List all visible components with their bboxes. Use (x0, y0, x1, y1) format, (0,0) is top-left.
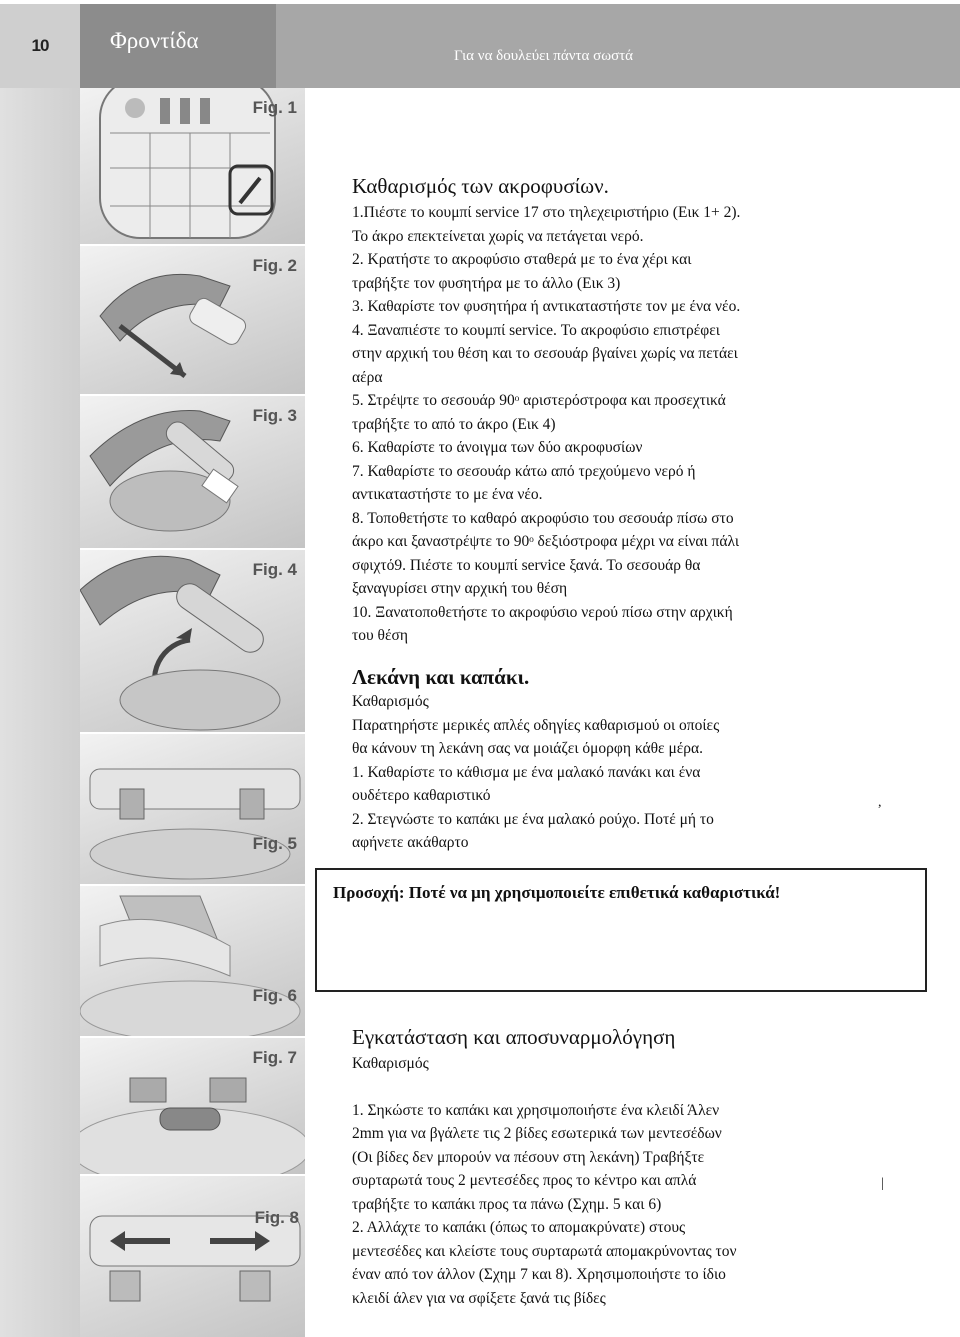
text-line: 1. Καθαρίστε το κάθισμα με ένα μαλακό πανάκι και ένα (352, 763, 701, 781)
section-title-box (80, 4, 276, 88)
text-line: συρταρωτά τους 2 μεντεσέδες προς το κέντρο και απλά (352, 1172, 697, 1189)
figure-label: Fig. 1 (252, 98, 297, 117)
text-line: 2mm για να βγάλετε τις 2 βίδες εσωτερικά των μεντεσέδων (352, 1125, 722, 1142)
text-line: 1.Πιέστε το κουμπί service 17 στο τηλεχειριστήριο (Εικ 1+ 2). (352, 204, 741, 221)
text-line: 3. Καθαρίστε τον φυσητήρα ή αντικαταστήστε τον με ένα νέο. (352, 298, 741, 315)
text-line: 4. Ξαναπιέστε το κουμπί service. Το ακροφύσιο επιστρέφει (352, 321, 720, 339)
text-line: 8. Τοποθετήστε το καθαρό ακροφύσιο του σεσουάρ πίσω στο (352, 509, 734, 527)
text-line: 2. Στεγνώστε το καπάκι με ένα μαλακό ρούχο. Ποτέ μή το (352, 810, 714, 828)
subtitle: Για να δουλεύει πάντα σωστά (454, 48, 634, 64)
figure-1 (80, 88, 305, 244)
subtitle-bar (276, 4, 960, 88)
text-line: 5. Στρέψτε το σεσουάρ 90ᵒ αριστερόστροφα και προσεχτικά (352, 392, 726, 409)
page-header (0, 0, 960, 88)
stray-mark: , (878, 795, 882, 810)
text-line: ξαναγυρίσει στην αρχική του θέση (352, 580, 568, 597)
text-line: αέρα (352, 368, 383, 386)
figure-label: Fig. 6 (252, 986, 297, 1005)
figure-7 (80, 1038, 305, 1174)
text-line: κλειδί άλεν για να σφίξετε ξανά τις βίδες (352, 1289, 606, 1307)
figure-label: Fig. 4 (252, 560, 297, 579)
figure-column (80, 88, 305, 1337)
text-line: τραβήξτε το καπάκι προς τα πάνω (Σχημ. 5 και 6) (352, 1195, 662, 1213)
figure-label: Fig. 3 (252, 406, 297, 425)
hinge-slide-icon (80, 1176, 305, 1337)
figure-label: Fig. 8 (254, 1208, 299, 1227)
lid-hinges-icon (80, 734, 305, 884)
figure-label: Fig. 5 (252, 834, 297, 853)
nozzle-cleaning-section (352, 173, 740, 648)
text-line: άκρο και ξαναστρέψτε το 90ᵒ δεξιόστροφα μέχρι να είναι πάλι (352, 533, 739, 550)
left-margin-strip (0, 88, 80, 1337)
text-line: 6. Καθαρίστε το άνοιγμα των δύο ακροφυσίων (352, 439, 643, 456)
text-line: 7. Καθαρίστε το σεσουάρ κάτω από τρεχούμενο νερό ή (352, 462, 696, 480)
figure-4 (80, 550, 305, 732)
warning-box (315, 868, 927, 992)
text-line: μεντεσέδες και κλείστε τους συρταρωτά απομακρύνοντας τον (352, 1242, 737, 1260)
text-line: αντικαταστήστε το με ένα νέο. (352, 486, 543, 503)
page-number: 10 (0, 4, 80, 88)
text-line: Παρατηρήστε μερικές απλές οδηγίες καθαρισμού οι οποίες (352, 716, 720, 734)
figure-2 (80, 246, 305, 394)
text-line: Το άκρο επεκτείνεται χωρίς να πετάγεται νερό. (352, 227, 644, 245)
figure-8 (80, 1176, 305, 1337)
lid-lift-icon (80, 886, 305, 1036)
section-heading: Εγκατάσταση και αποσυναρμολόγηση (352, 1025, 676, 1049)
text-line: (Οι βίδες δεν μπορούν να πέσουν στη λεκάνη) Τραβήξτε (352, 1148, 705, 1166)
section-title: Φροντίδα (110, 28, 199, 53)
text-line: 1. Σηκώστε το καπάκι και χρησιμοποιήστε ένα κλειδί Άλεν (352, 1101, 720, 1119)
installation-section (352, 1024, 736, 1310)
text-line: τραβήξτε το από το άκρο (Εικ 4) (352, 415, 556, 433)
text-line: 2. Κρατήστε το ακροφύσιο σταθερά με το ένα χέρι και (352, 251, 692, 268)
figure-label: Fig. 7 (252, 1048, 297, 1067)
text-line: αφήνετε ακάθαρτο (352, 834, 469, 851)
text-line: ουδέτερο καθαριστικό (352, 787, 491, 804)
text-line: θα κάνουν τη λεκάνη σας να μοιάζει όμορφη κάθε μέρα. (352, 740, 703, 757)
text-line: 10. Ξανατοποθετήστε το ακροφύσιο νερού πίσω στην αρχική (352, 603, 733, 621)
warning-text: Προσοχή: Ποτέ να μη χρησιμοποιείτε επιθετικά καθαριστικά! (333, 883, 781, 902)
section-heading: Καθαρισμός των ακροφυσίων. (352, 174, 609, 198)
stray-mark: | (881, 1176, 884, 1191)
text-line: Καθαρισμός (352, 693, 429, 710)
section-heading: Λεκάνη και καπάκι. (352, 665, 530, 689)
text-line: σφιχτό9. Πιέστε το κουμπί service ξανά. Το σεσουάρ θα (352, 556, 701, 574)
figure-3 (80, 396, 305, 548)
text-line: του θέση (352, 627, 408, 644)
figure-label: Fig. 2 (252, 256, 297, 275)
section-subheading: Καθαρισμός (352, 1055, 429, 1072)
text-line: έναν από τον άλλον (Σχημ 7 και 8). Χρησιμοποιήστε το ίδιο (352, 1266, 726, 1283)
text-line: τραβήξτε τον φυσητήρα με το άλλο (Εικ 3) (352, 274, 621, 292)
figure-5 (80, 734, 305, 884)
bowl-lid-section (352, 664, 719, 855)
text-line: στην αρχική του θέση και το σεσουάρ βγαίνει χωρίς να πετάει (352, 345, 738, 362)
figure-6 (80, 886, 305, 1036)
text-line: 2. Αλλάχτε το καπάκι (όπως το απομακρύνατε) στους (352, 1219, 686, 1236)
